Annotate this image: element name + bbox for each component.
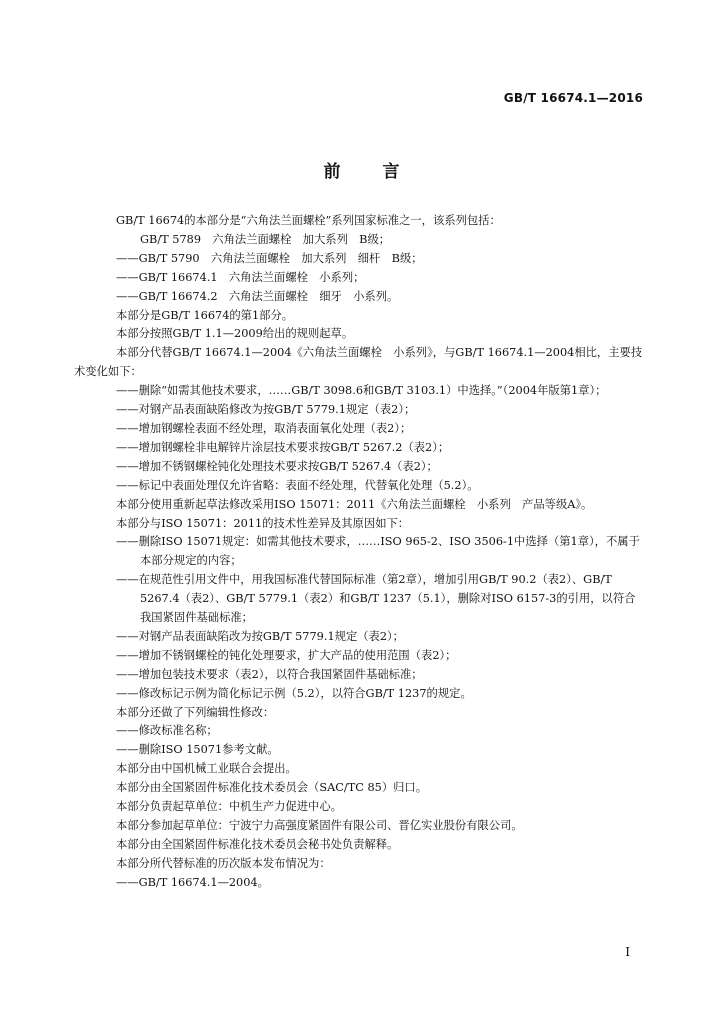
paragraph: 本部分代替GB/T 16674.1—2004《六角法兰面螺栓 小系列》，与GB/T 16674.1—2004相比，主要技术变化如下： bbox=[74, 346, 643, 379]
title-char-2: 言 bbox=[382, 162, 402, 182]
foreword-body bbox=[74, 212, 646, 893]
paragraph: 本部分与ISO 15071：2011的技术性差异及其原因如下： bbox=[116, 516, 410, 530]
list-item: ——GB/T 16674.1 六角法兰面螺栓 小系列； bbox=[116, 270, 365, 284]
paragraph: 本部分按照GB/T 1.1—2009给出的规则起草。 bbox=[116, 327, 354, 341]
list-item: ——删除ISO 15071参考文献。 bbox=[116, 743, 279, 757]
list-item: ——GB/T 16674.2 六角法兰面螺栓 细牙 小系列。 bbox=[116, 289, 399, 303]
paragraph: GB/T 16674的本部分是“六角法兰面螺栓”系列国家标准之一，该系列包括： bbox=[116, 214, 501, 227]
title-char-1: 前 bbox=[323, 162, 343, 182]
paragraph: 本部分参加起草单位：宁波宁力高强度紧固件有限公司、晋亿实业股份有限公司。 bbox=[116, 819, 523, 832]
list-item: ——删除“如需其他技术要求，……GB/T 3098.6和GB/T 3103.1）中选择。”（2004年版第1章）； bbox=[116, 384, 607, 398]
list-item: ——GB/T 5790 六角法兰面螺栓 加大系列 细杆 B级； bbox=[116, 251, 423, 265]
paragraph: 本部分由中国机械工业联合会提出。 bbox=[116, 762, 297, 776]
list-item: GB/T 5789 六角法兰面螺栓 加大系列 B级； bbox=[140, 232, 391, 246]
list-item: ——在规范性引用文件中，用我国标准代替国际标准（第2章），增加引用GB/T 90.2（表2）、GB/T 5267.4（表2）、GB/T 5779.1（表2）和GB/T 1237（5.1），删除对ISO 6157-3的引用，以符合我国紧固件基础标准； bbox=[116, 573, 636, 625]
paragraph: 本部分还做了下列编辑性修改： bbox=[116, 705, 275, 719]
list-item: ——增加钢螺栓表面不经处理，取消表面氧化处理（表2）； bbox=[116, 421, 412, 435]
paragraph: 本部分由全国紧固件标准化技术委员会（SAC/TC 85）归口。 bbox=[116, 781, 428, 795]
paragraph: 本部分是GB/T 16674的第1部分。 bbox=[116, 308, 294, 322]
page-number: I bbox=[625, 945, 630, 959]
list-item: ——GB/T 16674.1—2004。 bbox=[116, 875, 269, 889]
list-item: ——对钢产品表面缺陷修改为按GB/T 5779.1规定（表2）； bbox=[116, 403, 416, 417]
paragraph: 本部分所代替标准的历次版本发布情况为： bbox=[116, 856, 331, 870]
list-item: ——增加不锈钢螺栓钝化处理技术要求按GB/T 5267.4（表2）； bbox=[116, 459, 438, 473]
list-item: ——标记中表面处理仅允许省略：表面不经处理，代替氧化处理（5.2）。 bbox=[116, 478, 479, 492]
paragraph: 本部分由全国紧固件标准化技术委员会秘书处负责解释。 bbox=[116, 837, 399, 851]
standard-number: GB/T 16674.1—2016 bbox=[503, 91, 643, 105]
paragraph: 本部分使用重新起草法修改采用ISO 15071：2011《六角法兰面螺栓 小系列 产品等级A》。 bbox=[116, 497, 593, 511]
list-item: ——增加不锈钢螺栓的钝化处理要求，扩大产品的使用范围（表2）； bbox=[116, 648, 457, 662]
list-item: ——增加钢螺栓非电解锌片涂层技术要求按GB/T 5267.2（表2）； bbox=[116, 440, 450, 454]
list-item: ——修改标准名称； bbox=[116, 724, 218, 738]
paragraph: 本部分负责起草单位：中机生产力促进中心。 bbox=[116, 800, 342, 814]
list-item: ——增加包装技术要求（表2），以符合我国紧固件基础标准； bbox=[116, 667, 423, 681]
list-item: ——删除ISO 15071规定：如需其他技术要求，……ISO 965-2、ISO 3506-1中选择（第1章），不属于本部分规定的内容； bbox=[116, 535, 640, 568]
list-item: ——对钢产品表面缺陷改为按GB/T 5779.1规定（表2）； bbox=[116, 629, 404, 643]
page-title bbox=[0, 157, 725, 182]
list-item: ——修改标记示例为简化标记示例（5.2），以符合GB/T 1237的规定。 bbox=[116, 686, 472, 700]
